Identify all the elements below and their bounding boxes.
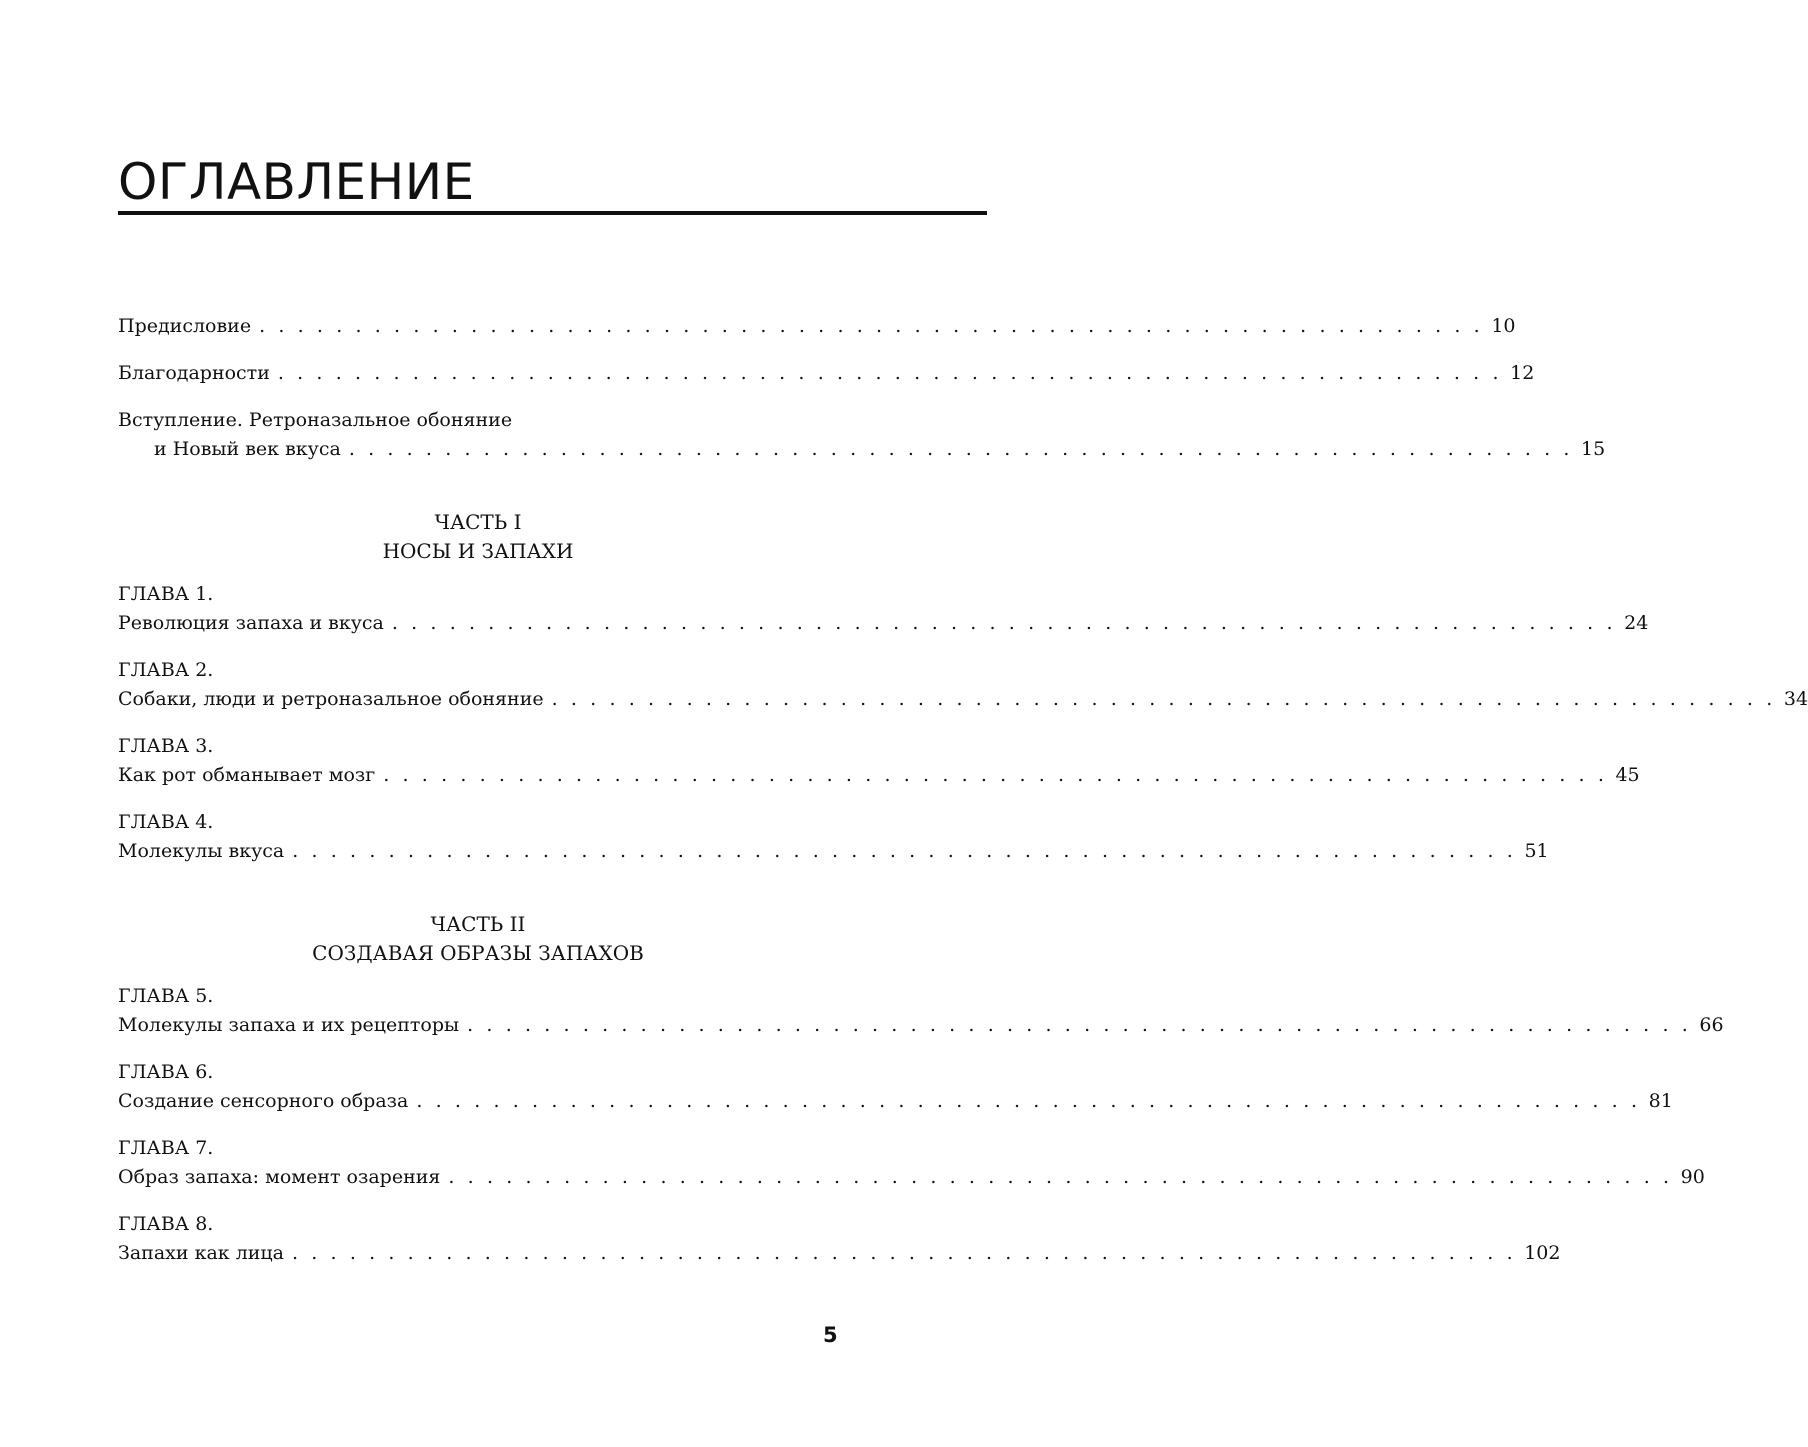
chapter-page: 90 — [1680, 1166, 1705, 1188]
page-number: 5 — [823, 1323, 838, 1347]
dot-leader: . . . . . . . . . . . . . . . . . . . . . . . . . . . . . . . . . . . . . . . . . . . . . . . . . . . . . . . . . . . . . . . . — [383, 764, 1608, 786]
page-title: ОГЛАВЛЕНИЕ — [118, 153, 475, 211]
toc-entry-introduction[interactable] — [118, 406, 1606, 464]
chapter-title: Запахи как лица — [118, 1242, 284, 1264]
dot-leader: . . . . . . . . . . . . . . . . . . . . . . . . . . . . . . . . . . . . . . . . . . . . . . . . . . . . . . . . . . . . . . . . — [259, 315, 1484, 337]
chapter-page: 51 — [1524, 840, 1549, 862]
chapter-title: Молекулы запаха и их рецепторы — [118, 1014, 460, 1036]
part-title: НОСЫ И ЗАПАХИ — [382, 539, 574, 563]
chapter-number: ГЛАВА 5. — [118, 985, 214, 1007]
part-number: ЧАСТЬ I — [434, 510, 522, 534]
toc-chapter-7[interactable] — [118, 1134, 1705, 1192]
table-of-contents — [118, 312, 1808, 1268]
chapter-number: ГЛАВА 8. — [118, 1213, 214, 1235]
chapter-title: Создание сенсорного образа — [118, 1090, 409, 1112]
part-number: ЧАСТЬ II — [430, 912, 526, 936]
chapter-number: ГЛАВА 1. — [118, 583, 214, 605]
dot-leader: . . . . . . . . . . . . . . . . . . . . . . . . . . . . . . . . . . . . . . . . . . . . . . . . . . . . . . . . . . . . . . . . — [348, 438, 1574, 460]
chapter-page: 24 — [1624, 612, 1649, 634]
toc-entry-acknowledgements[interactable] — [118, 359, 1535, 388]
part-title: СОЗДАВАЯ ОБРАЗЫ ЗАПАХОВ — [312, 941, 644, 965]
toc-chapter-2[interactable] — [118, 656, 1808, 714]
toc-chapter-1[interactable] — [118, 580, 1649, 638]
dot-leader: . . . . . . . . . . . . . . . . . . . . . . . . . . . . . . . . . . . . . . . . . . . . . . . . . . . . . . . . . . . . . . . . — [448, 1166, 1673, 1188]
chapter-number: ГЛАВА 2. — [118, 659, 214, 681]
dot-leader: . . . . . . . . . . . . . . . . . . . . . . . . . . . . . . . . . . . . . . . . . . . . . . . . . . . . . . . . . . . . . . . . — [291, 1242, 1517, 1264]
chapter-page: 102 — [1524, 1242, 1561, 1264]
dot-leader: . . . . . . . . . . . . . . . . . . . . . . . . . . . . . . . . . . . . . . . . . . . . . . . . . . . . . . . . . . . . . . . . — [416, 1090, 1641, 1112]
entry-title: Предисловие — [118, 315, 252, 337]
toc-chapter-3[interactable] — [118, 732, 1640, 790]
chapter-number: ГЛАВА 3. — [118, 735, 214, 757]
chapter-page: 81 — [1648, 1090, 1673, 1112]
entry-page: 10 — [1491, 315, 1516, 337]
chapter-page: 45 — [1615, 764, 1640, 786]
chapter-page: 66 — [1699, 1014, 1724, 1036]
chapter-number: ГЛАВА 4. — [118, 811, 214, 833]
chapter-title: Собаки, люди и ретроназальное обоняние — [118, 688, 544, 710]
title-rule — [118, 211, 987, 215]
chapter-title: Как рот обманывает мозг — [118, 764, 376, 786]
entry-title: Благодарности — [118, 362, 270, 384]
chapter-number: ГЛАВА 6. — [118, 1061, 214, 1083]
toc-chapter-6[interactable] — [118, 1058, 1673, 1116]
chapter-title: Революция запаха и вкуса — [118, 612, 384, 634]
entry-page: 12 — [1510, 362, 1535, 384]
toc-chapter-5[interactable] — [118, 982, 1724, 1040]
toc-chapter-4[interactable] — [118, 808, 1549, 866]
entry-title-line2: и Новый век вкуса — [154, 438, 341, 460]
entry-page: 15 — [1581, 438, 1606, 460]
chapter-title: Образ запаха: момент озарения — [118, 1166, 441, 1188]
toc-chapter-8[interactable] — [118, 1210, 1561, 1268]
toc-entry-preface[interactable] — [118, 312, 1516, 341]
dot-leader: . . . . . . . . . . . . . . . . . . . . . . . . . . . . . . . . . . . . . . . . . . . . . . . . . . . . . . . . . . . . . . . . — [467, 1014, 1692, 1036]
chapter-title: Молекулы вкуса — [118, 840, 285, 862]
chapter-page: 34 — [1783, 688, 1808, 710]
dot-leader: . . . . . . . . . . . . . . . . . . . . . . . . . . . . . . . . . . . . . . . . . . . . . . . . . . . . . . . . . . . . . . . . — [277, 362, 1503, 384]
dot-leader: . . . . . . . . . . . . . . . . . . . . . . . . . . . . . . . . . . . . . . . . . . . . . . . . . . . . . . . . . . . . . . . . — [292, 840, 1517, 862]
dot-leader: . . . . . . . . . . . . . . . . . . . . . . . . . . . . . . . . . . . . . . . . . . . . . . . . . . . . . . . . . . . . . . . . — [551, 688, 1776, 710]
dot-leader: . . . . . . . . . . . . . . . . . . . . . . . . . . . . . . . . . . . . . . . . . . . . . . . . . . . . . . . . . . . . . . . . — [391, 612, 1617, 634]
entry-title-line1: Вступление. Ретроназальное обоняние — [118, 409, 513, 431]
chapter-number: ГЛАВА 7. — [118, 1137, 214, 1159]
